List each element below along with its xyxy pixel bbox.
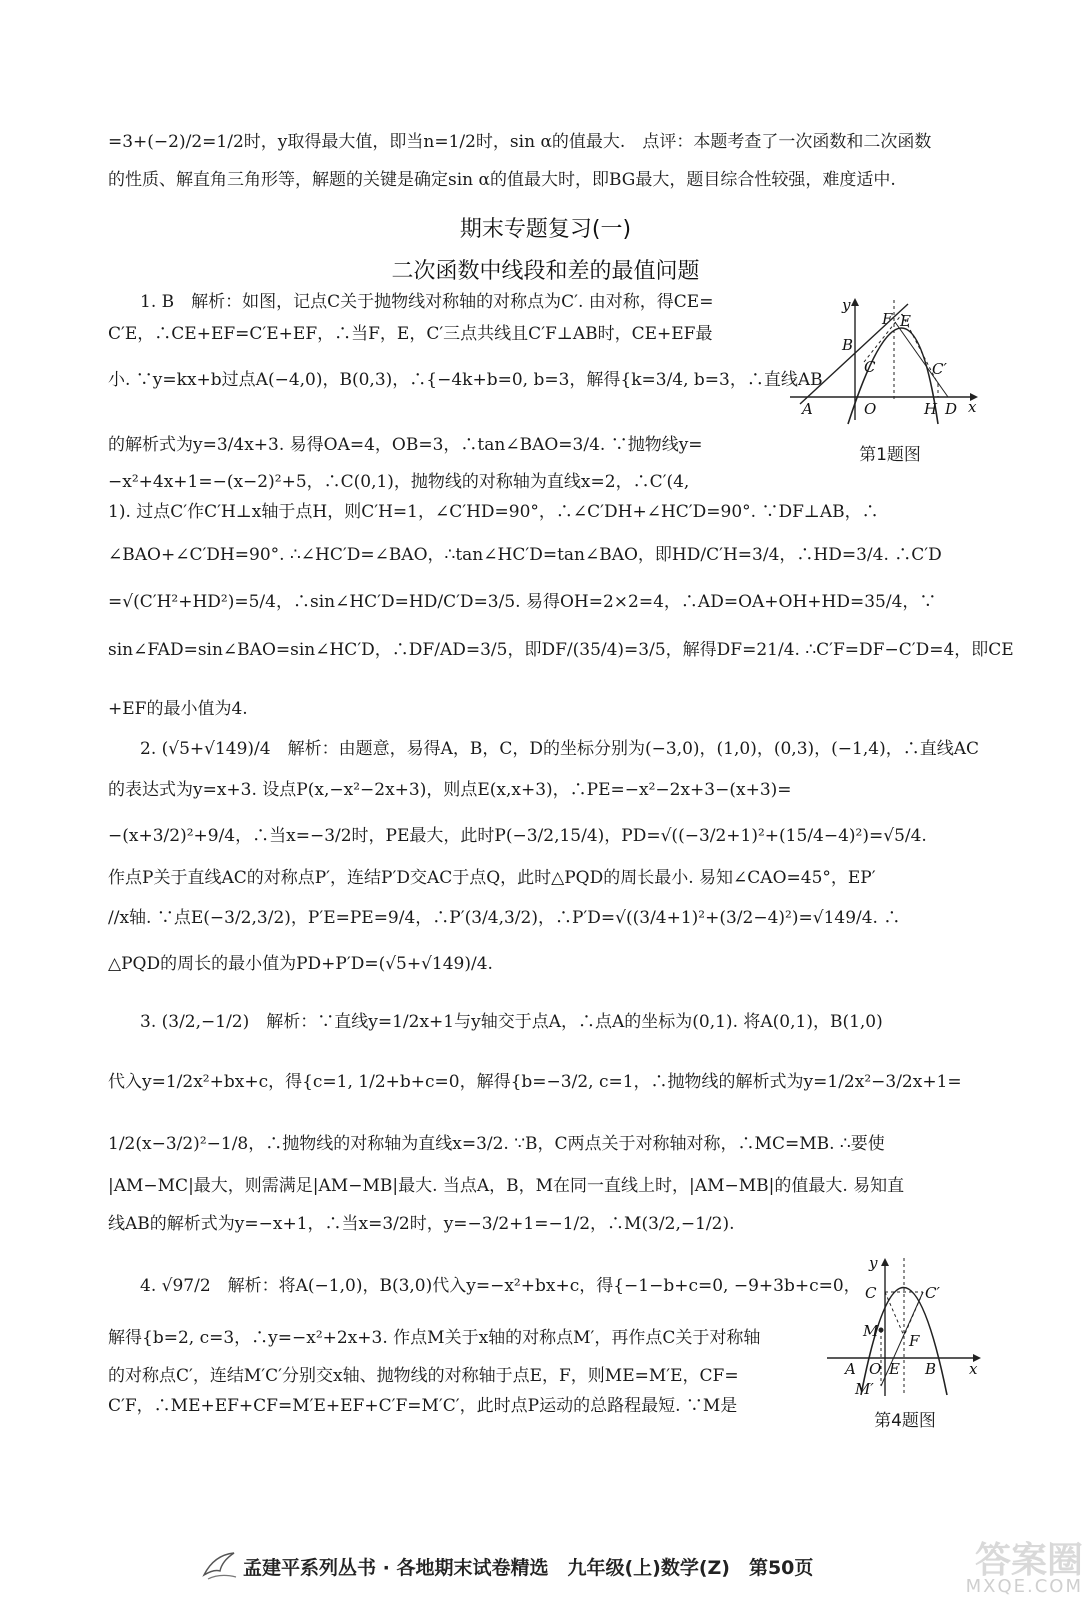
problem-1-line: sin∠FAD=sin∠BAO=sin∠HC′D，∴DF/AD=3/5，即DF/(35/4)=3/5，解得DF=21/4. ∴C′F=DF−C′D=4，即CE: [108, 640, 1014, 660]
point-label-C: C: [865, 1284, 877, 1302]
problem-1-line: 的解析式为y=3/4x+3. 易得OA=4，OB=3，∴tan∠BAO=3/4. ∵抛物线y=: [108, 435, 703, 455]
problem-1-line: +EF的最小值为4.: [108, 699, 248, 719]
figure-4-caption: 第4题图: [874, 1411, 936, 1431]
point-label-E: E: [900, 312, 911, 330]
problem-2-line: //x轴. ∵点E(−3/2,3/2)，P′E=PE=9/4，∴P′(3/4,3/2)，∴P′D=√((3/4+1)²+(3/2−4)²)=√149/4. ∴: [108, 908, 901, 928]
axis-x-label: x: [969, 1360, 978, 1378]
point-label-M: M: [863, 1322, 879, 1340]
point-label-F: F: [882, 310, 893, 328]
problem-3-line: 3. (3/2,−1/2) 解析：∵直线y=1/2x+1与y轴交于点A，∴点A的坐标为(0,1). 将A(0,1)，B(1,0): [140, 1012, 883, 1032]
page-footer: [0, 1547, 1091, 1587]
point-label-C-prime: C′: [925, 1284, 940, 1302]
problem-3-line: |AM−MC|最大，则需满足|AM−MB|最大. 当点A，B，M在同一直线上时，|AM−MB|的值最大. 易知直: [108, 1176, 905, 1196]
problem-1-line: C′E，∴CE+EF=C′E+EF，∴当F，E，C′三点共线且C′F⊥AB时，CE+EF最: [108, 324, 713, 344]
problem-2-line: 的表达式为y=x+3. 设点P(x,−x²−2x+3)，则点E(x,x+3)，∴PE=−x²−2x+3−(x+3)=: [108, 780, 792, 800]
problem-2-line: 作点P关于直线AC的对称点P′，连结P′D交AC于点Q，此时△PQD的周长最小. 易知∠CAO=45°，EP′: [108, 868, 876, 888]
point-label-O: O: [864, 400, 877, 418]
point-label-B: B: [842, 336, 854, 354]
axis-y-label: y: [842, 296, 851, 314]
section-title: 期末专题复习(一): [459, 217, 632, 242]
point-label-C-prime: C′: [932, 360, 947, 378]
problem-1-line: 1. B 解析：如图，记点C关于抛物线对称轴的对称点为C′. 由对称，得CE=: [140, 292, 714, 312]
axis-y-label: y: [869, 1254, 878, 1272]
point-label-A: A: [802, 400, 813, 418]
problem-4-line: 的对称点C′，连结M′C′分别交x轴、抛物线的对称轴于点E，F，则ME=M′E，CF=: [108, 1366, 739, 1386]
problem-1-line: 小. ∵y=kx+b过点A(−4,0)，B(0,3)，∴{−4k+b=0, b=3，解得{k=3/4, b=3，∴直线AB: [108, 370, 823, 390]
watermark: 答案圈: [974, 1540, 1083, 1581]
problem-4-line: 解得{b=2, c=3，∴y=−x²+2x+3. 作点M关于x轴的对称点M′，再作点C关于对称轴: [108, 1328, 761, 1348]
axis-x-label: x: [968, 398, 977, 416]
point-label-M-prime: M′: [855, 1380, 874, 1398]
problem-4-line: C′F，∴ME+EF+CF=M′E+EF+C′F=M′C′，此时点P运动的总路程最短. ∵M是: [108, 1396, 738, 1416]
figure-1-graph: [790, 292, 980, 424]
problem-1-line: =√(C′H²+HD²)=5/4，∴sin∠HC′D=HD/C′D=3/5. 易得OH=2×2=4，∴AD=OA+OH+HD=35/4，∵: [108, 592, 937, 612]
watermark-url: MXQE.COM: [965, 1576, 1083, 1597]
problem-1-line: 1). 过点C′作C′H⊥x轴于点H，则C′H=1，∠C′HD=90°，∴∠C′DH+∠HC′D=90°. ∵DF⊥AB，∴: [108, 502, 879, 522]
problem-2-line: 2. (√5+√149)/4 解析：由题意，易得A，B，C，D的坐标分别为(−3,0)，(1,0)，(0,3)，(−1,4)，∴直线AC: [140, 739, 979, 759]
problem-3-line: 代入y=1/2x²+bx+c，得{c=1, 1/2+b+c=0，解得{b=−3/2, c=1，∴抛物线的解析式为y=1/2x²−3/2x+1=: [108, 1072, 962, 1092]
section-subtitle: 二次函数中线段和差的最值问题: [391, 259, 700, 284]
point-label-D: D: [945, 400, 958, 418]
point-label-O: O: [869, 1360, 882, 1378]
figure-4-graph: [825, 1250, 985, 1400]
problem-3-line: 线AB的解析式为y=−x+1，∴当x=3/2时，y=−3/2+1=−1/2，∴M(3/2,−1/2).: [108, 1214, 735, 1234]
point-label-C: C: [864, 358, 876, 376]
footer-text: 孟建平系列丛书 · 各地期末试卷精选 九年级(上)数学(Z) 第50页: [243, 1557, 814, 1579]
point-label-H: H: [924, 400, 938, 418]
bird-logo-icon: [200, 1549, 240, 1583]
problem-3-line: 1/2(x−3/2)²−1/8，∴抛物线的对称轴为直线x=3/2. ∵B，C两点关于对称轴对称，∴MC=MB. ∴要使: [108, 1134, 885, 1154]
problem-1-line: −x²+4x+1=−(x−2)²+5，∴C(0,1)，抛物线的对称轴为直线x=2，∴C′(4,: [108, 472, 690, 492]
point-label-A: A: [845, 1360, 856, 1378]
figure-1-caption: 第1题图: [859, 445, 921, 465]
point-label-F: F: [909, 1332, 920, 1350]
text-line: 的性质、解直角三角形等，解题的关键是确定sin α的值最大时，即BG最大，题目综合性较强，难度适中.: [108, 170, 896, 190]
text-line: =3+(−2)/2=1/2时，y取得最大值，即当n=1/2时，sin α的值最大. 点评：本题考查了一次函数和二次函数: [108, 132, 932, 152]
point-label-B: B: [925, 1360, 937, 1378]
problem-4-line: 4. √97/2 解析：将A(−1,0)，B(3,0)代入y=−x²+bx+c，得{−1−b+c=0, −9+3b+c=0，: [140, 1276, 861, 1296]
point-label-E: E: [889, 1360, 900, 1378]
problem-2-line: −(x+3/2)²+9/4，∴当x=−3/2时，PE最大，此时P(−3/2,15/4)，PD=√((−3/2+1)²+(15/4−4)²)=√5/4.: [108, 826, 927, 846]
problem-2-line: △PQD的周长的最小值为PD+P′D=(√5+√149)/4.: [108, 954, 493, 974]
problem-1-line: ∠BAO+∠C′DH=90°. ∴∠HC′D=∠BAO，∴tan∠HC′D=tan∠BAO，即HD/C′H=3/4，∴HD=3/4. ∴C′D: [108, 545, 942, 565]
